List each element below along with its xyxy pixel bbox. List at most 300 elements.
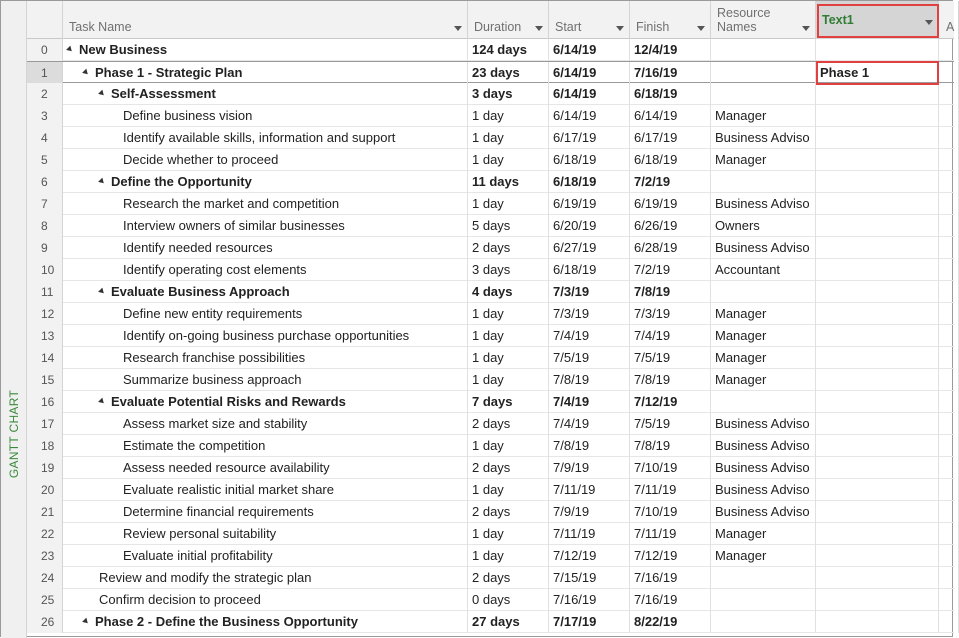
resource-cell[interactable] <box>711 589 816 611</box>
finish-cell-text: 7/2/19 <box>634 174 671 189</box>
task-name-text: Review and modify the strategic plan <box>99 570 312 585</box>
task-name-cell[interactable] <box>63 501 468 523</box>
resource-cell[interactable] <box>711 281 816 303</box>
collapse-triangle-icon[interactable] <box>66 46 74 54</box>
empty-cell[interactable] <box>939 237 959 259</box>
finish-cell[interactable] <box>630 127 711 149</box>
collapse-triangle-icon[interactable] <box>82 69 90 77</box>
column-header-label: Start <box>555 20 582 34</box>
row-id[interactable]: 15 <box>27 369 63 391</box>
start-cell[interactable] <box>549 369 630 391</box>
task-name-text: Define the Opportunity <box>111 174 252 189</box>
duration-cell[interactable] <box>468 193 549 215</box>
finish-cell[interactable] <box>630 281 711 303</box>
task-name-text: Evaluate Potential Risks and Rewards <box>111 394 346 409</box>
finish-cell[interactable] <box>630 391 711 413</box>
finish-cell[interactable] <box>630 457 711 479</box>
duration-cell[interactable] <box>468 413 549 435</box>
empty-cell[interactable] <box>939 171 959 193</box>
start-cell[interactable] <box>549 127 630 149</box>
table-row[interactable] <box>27 435 954 457</box>
text1-cell[interactable] <box>816 325 939 347</box>
resource-cell[interactable] <box>711 193 816 215</box>
duration-cell-text: 1 day <box>472 482 504 497</box>
finish-cell-text: 6/18/19 <box>634 152 678 167</box>
empty-cell[interactable] <box>939 303 959 325</box>
finish-cell-text: 7/8/19 <box>634 372 671 387</box>
start-cell[interactable] <box>549 171 630 193</box>
text1-cell[interactable] <box>816 149 939 171</box>
table-row[interactable] <box>27 215 954 237</box>
column-header-next[interactable] <box>939 1 959 39</box>
duration-cell[interactable] <box>468 501 549 523</box>
table-row[interactable] <box>27 523 954 545</box>
empty-cell[interactable] <box>939 457 959 479</box>
start-cell[interactable] <box>549 545 630 567</box>
empty-cell[interactable] <box>939 105 959 127</box>
task-name-cell[interactable] <box>63 171 468 193</box>
view-bar[interactable] <box>1 1 27 638</box>
empty-cell[interactable] <box>939 391 959 413</box>
duration-cell-text: 1 day <box>472 196 504 211</box>
empty-cell[interactable] <box>939 193 959 215</box>
resource-cell[interactable] <box>711 413 816 435</box>
finish-cell[interactable] <box>630 413 711 435</box>
text1-cell[interactable] <box>816 127 939 149</box>
empty-cell[interactable] <box>939 325 959 347</box>
row-id[interactable]: 4 <box>27 127 63 149</box>
resource-cell[interactable] <box>711 215 816 237</box>
resource-cell[interactable] <box>711 127 816 149</box>
empty-cell[interactable] <box>939 149 959 171</box>
duration-cell[interactable] <box>468 83 549 105</box>
finish-cell[interactable] <box>630 369 711 391</box>
finish-cell-text: 7/10/19 <box>634 504 678 519</box>
finish-cell[interactable] <box>630 567 711 589</box>
text1-cell[interactable] <box>816 435 939 457</box>
duration-cell[interactable] <box>468 39 549 61</box>
resource-cell[interactable] <box>711 567 816 589</box>
column-header-label: Finish <box>636 20 670 34</box>
task-name-cell[interactable] <box>63 281 468 303</box>
duration-cell[interactable] <box>468 435 549 457</box>
task-name-cell[interactable] <box>63 369 468 391</box>
row-id[interactable]: 16 <box>27 391 63 413</box>
row-id[interactable]: 0 <box>27 39 63 61</box>
resource-cell[interactable] <box>711 303 816 325</box>
duration-cell[interactable] <box>468 545 549 567</box>
start-cell-text: 6/18/19 <box>553 262 597 277</box>
resource-cell[interactable] <box>711 435 816 457</box>
table-row[interactable] <box>27 61 954 83</box>
resource-cell[interactable] <box>711 259 816 281</box>
empty-cell[interactable] <box>939 567 959 589</box>
duration-cell[interactable] <box>468 237 549 259</box>
row-id[interactable]: 26 <box>27 611 63 633</box>
resource-cell[interactable] <box>711 479 816 501</box>
duration-cell[interactable] <box>468 523 549 545</box>
table-row[interactable] <box>27 83 954 105</box>
empty-cell[interactable] <box>939 259 959 281</box>
duration-cell-text: 1 day <box>472 328 504 343</box>
empty-cell[interactable] <box>939 62 959 84</box>
text1-cell[interactable] <box>816 567 939 589</box>
empty-cell[interactable] <box>939 545 959 567</box>
resource-cell[interactable] <box>711 501 816 523</box>
finish-cell[interactable] <box>630 215 711 237</box>
resource-cell-text: Manager <box>715 350 767 365</box>
duration-cell[interactable] <box>468 611 549 633</box>
task-name-cell[interactable] <box>63 413 468 435</box>
table-row[interactable] <box>27 303 954 325</box>
empty-cell[interactable] <box>939 501 959 523</box>
start-cell[interactable] <box>549 501 630 523</box>
task-name-cell[interactable] <box>63 479 468 501</box>
start-cell[interactable] <box>549 215 630 237</box>
collapse-triangle-icon[interactable] <box>82 618 90 626</box>
duration-cell[interactable] <box>468 259 549 281</box>
row-id[interactable]: 2 <box>27 83 63 105</box>
finish-cell[interactable] <box>630 303 711 325</box>
text1-cell[interactable] <box>816 501 939 523</box>
task-name-cell[interactable] <box>63 347 468 369</box>
text1-cell[interactable] <box>816 259 939 281</box>
table-row[interactable] <box>27 391 954 413</box>
task-name-cell[interactable] <box>63 105 468 127</box>
finish-cell[interactable] <box>630 237 711 259</box>
table-row[interactable] <box>27 347 954 369</box>
finish-cell[interactable] <box>630 325 711 347</box>
text1-cell[interactable] <box>816 171 939 193</box>
finish-cell[interactable] <box>630 479 711 501</box>
duration-cell-text: 1 day <box>472 152 504 167</box>
table-row[interactable] <box>27 171 954 193</box>
task-name-cell[interactable] <box>63 127 468 149</box>
finish-cell-text: 6/14/19 <box>634 108 678 123</box>
row-id[interactable]: 7 <box>27 193 63 215</box>
resource-cell[interactable] <box>711 62 816 84</box>
column-header-label: Task Name <box>69 20 132 34</box>
task-name-cell[interactable] <box>63 457 468 479</box>
row-id[interactable]: 17 <box>27 413 63 435</box>
finish-cell[interactable] <box>630 611 711 633</box>
resource-cell-text: Manager <box>715 328 767 343</box>
column-header-finish[interactable] <box>630 1 711 39</box>
start-cell[interactable] <box>549 457 630 479</box>
column-header-start[interactable] <box>549 1 630 39</box>
task-name-cell[interactable] <box>63 567 468 589</box>
task-name-cell[interactable] <box>63 62 468 84</box>
start-cell-text: 7/4/19 <box>553 416 590 431</box>
table-row[interactable] <box>27 589 954 611</box>
start-cell[interactable] <box>549 303 630 325</box>
task-name-text: Determine financial requirements <box>123 504 314 519</box>
finish-cell-text: 7/3/19 <box>634 306 671 321</box>
resource-cell[interactable] <box>711 545 816 567</box>
duration-cell-text: 2 days <box>472 240 511 255</box>
duration-cell[interactable] <box>468 567 549 589</box>
finish-cell[interactable] <box>630 149 711 171</box>
table-row[interactable] <box>27 457 954 479</box>
empty-cell[interactable] <box>939 83 959 105</box>
text1-cell[interactable] <box>816 215 939 237</box>
text1-cell[interactable] <box>816 105 939 127</box>
resource-cell[interactable] <box>711 325 816 347</box>
text1-cell[interactable] <box>816 369 939 391</box>
collapse-triangle-icon[interactable] <box>98 288 106 296</box>
empty-cell[interactable] <box>939 611 959 633</box>
text1-cell[interactable] <box>816 193 939 215</box>
task-name-cell[interactable] <box>63 237 468 259</box>
duration-cell[interactable] <box>468 369 549 391</box>
resource-cell[interactable] <box>711 611 816 633</box>
duration-cell[interactable] <box>468 391 549 413</box>
filter-dropdown-icon[interactable] <box>802 26 810 31</box>
finish-cell[interactable] <box>630 83 711 105</box>
finish-cell[interactable] <box>630 39 711 61</box>
table-row[interactable] <box>27 545 954 567</box>
task-name-cell[interactable] <box>63 39 468 61</box>
empty-cell[interactable] <box>939 347 959 369</box>
resource-cell[interactable] <box>711 105 816 127</box>
task-name-cell[interactable] <box>63 391 468 413</box>
text1-cell[interactable] <box>816 457 939 479</box>
collapse-triangle-icon[interactable] <box>98 90 106 98</box>
duration-cell[interactable] <box>468 325 549 347</box>
resource-cell[interactable] <box>711 237 816 259</box>
filter-dropdown-icon[interactable] <box>454 26 462 31</box>
table-row[interactable] <box>27 369 954 391</box>
duration-cell[interactable] <box>468 479 549 501</box>
finish-cell-text: 6/19/19 <box>634 196 678 211</box>
task-name-text: Review personal suitability <box>123 526 277 541</box>
empty-cell[interactable] <box>939 413 959 435</box>
resource-cell[interactable] <box>711 523 816 545</box>
filter-dropdown-icon[interactable] <box>616 26 624 31</box>
task-name-cell[interactable] <box>63 193 468 215</box>
task-name-cell[interactable] <box>63 325 468 347</box>
start-cell[interactable] <box>549 391 630 413</box>
row-id[interactable]: 13 <box>27 325 63 347</box>
filter-dropdown-icon[interactable] <box>535 26 543 31</box>
empty-cell[interactable] <box>939 435 959 457</box>
empty-cell[interactable] <box>939 523 959 545</box>
start-cell-text: 6/27/19 <box>553 240 597 255</box>
collapse-triangle-icon[interactable] <box>98 178 106 186</box>
finish-cell[interactable] <box>630 589 711 611</box>
start-cell[interactable] <box>549 347 630 369</box>
duration-cell[interactable] <box>468 347 549 369</box>
row-id[interactable]: 1 <box>27 62 63 84</box>
row-id[interactable]: 10 <box>27 259 63 281</box>
row-id[interactable]: 6 <box>27 171 63 193</box>
table-row[interactable] <box>27 39 954 61</box>
resource-cell[interactable] <box>711 457 816 479</box>
start-cell[interactable] <box>549 39 630 61</box>
start-cell[interactable] <box>549 149 630 171</box>
row-id[interactable]: 12 <box>27 303 63 325</box>
duration-cell[interactable] <box>468 457 549 479</box>
resource-cell[interactable] <box>711 171 816 193</box>
start-cell[interactable] <box>549 611 630 633</box>
table-row[interactable] <box>27 259 954 281</box>
duration-cell[interactable] <box>468 215 549 237</box>
table-row[interactable] <box>27 479 954 501</box>
table-row[interactable] <box>27 193 954 215</box>
table-row[interactable] <box>27 237 954 259</box>
text1-cell[interactable] <box>816 39 939 61</box>
resource-cell[interactable] <box>711 347 816 369</box>
text1-cell[interactable] <box>816 545 939 567</box>
empty-cell[interactable] <box>939 589 959 611</box>
row-id[interactable]: 23 <box>27 545 63 567</box>
start-cell[interactable] <box>549 479 630 501</box>
resource-cell[interactable] <box>711 39 816 61</box>
start-cell[interactable] <box>549 105 630 127</box>
duration-cell[interactable] <box>468 171 549 193</box>
empty-cell[interactable] <box>939 215 959 237</box>
start-cell[interactable] <box>549 193 630 215</box>
duration-cell-text: 1 day <box>472 306 504 321</box>
start-cell-text: 6/18/19 <box>553 152 597 167</box>
finish-cell[interactable] <box>630 62 711 84</box>
empty-cell[interactable] <box>939 127 959 149</box>
resource-cell[interactable] <box>711 391 816 413</box>
duration-cell[interactable] <box>468 281 549 303</box>
text1-cell[interactable] <box>816 523 939 545</box>
table-row[interactable] <box>27 611 954 633</box>
task-name-text: Estimate the competition <box>123 438 266 453</box>
table-row[interactable] <box>27 127 954 149</box>
task-name-cell[interactable] <box>63 545 468 567</box>
text1-cell[interactable] <box>816 303 939 325</box>
empty-cell[interactable] <box>939 369 959 391</box>
task-name-text: Identify on-going business purchase opportunities <box>123 328 410 343</box>
text1-cell[interactable] <box>816 611 939 633</box>
task-name-cell[interactable] <box>63 589 468 611</box>
resource-cell[interactable] <box>711 83 816 105</box>
row-id[interactable]: 25 <box>27 589 63 611</box>
task-name-cell[interactable] <box>63 435 468 457</box>
start-cell[interactable] <box>549 237 630 259</box>
table-row[interactable] <box>27 281 954 303</box>
text1-cell[interactable] <box>816 237 939 259</box>
row-id[interactable]: 5 <box>27 149 63 171</box>
finish-cell[interactable] <box>630 105 711 127</box>
table-row[interactable] <box>27 413 954 435</box>
start-cell[interactable] <box>549 259 630 281</box>
filter-dropdown-icon[interactable] <box>697 26 705 31</box>
view-label: GANTT CHART <box>7 389 21 479</box>
empty-cell[interactable] <box>939 281 959 303</box>
resource-cell-text: Owners <box>715 218 760 233</box>
row-id[interactable]: 21 <box>27 501 63 523</box>
finish-cell[interactable] <box>630 545 711 567</box>
task-name-cell[interactable] <box>63 83 468 105</box>
task-name-cell[interactable] <box>63 259 468 281</box>
duration-cell[interactable] <box>468 127 549 149</box>
column-header-task-name[interactable] <box>63 1 468 39</box>
empty-cell[interactable] <box>939 39 959 61</box>
table-row[interactable] <box>27 105 954 127</box>
row-id[interactable]: 9 <box>27 237 63 259</box>
finish-cell-text: 7/12/19 <box>634 394 678 409</box>
finish-cell-text: 7/16/19 <box>634 570 678 585</box>
row-id[interactable]: 22 <box>27 523 63 545</box>
text1-cell[interactable] <box>816 347 939 369</box>
duration-cell[interactable] <box>468 149 549 171</box>
finish-cell-text: 7/8/19 <box>634 284 671 299</box>
finish-cell[interactable] <box>630 347 711 369</box>
finish-cell[interactable] <box>630 501 711 523</box>
task-name-cell[interactable] <box>63 523 468 545</box>
table-row[interactable] <box>27 567 954 589</box>
task-name-cell[interactable] <box>63 215 468 237</box>
start-cell[interactable] <box>549 435 630 457</box>
row-id[interactable]: 18 <box>27 435 63 457</box>
resource-cell[interactable] <box>711 149 816 171</box>
start-cell-text: 7/9/19 <box>553 460 590 475</box>
start-cell[interactable] <box>549 567 630 589</box>
text1-cell[interactable] <box>816 413 939 435</box>
table-row[interactable] <box>27 501 954 523</box>
finish-cell[interactable] <box>630 523 711 545</box>
task-name-text: Define new entity requirements <box>123 306 303 321</box>
finish-cell-text: 7/16/19 <box>634 592 678 607</box>
task-name-cell[interactable] <box>63 611 468 633</box>
column-header-resource-names[interactable] <box>711 1 816 39</box>
row-id[interactable]: 20 <box>27 479 63 501</box>
row-id[interactable]: 24 <box>27 567 63 589</box>
start-cell[interactable] <box>549 83 630 105</box>
resource-cell[interactable] <box>711 369 816 391</box>
text1-cell[interactable] <box>816 589 939 611</box>
duration-cell[interactable] <box>468 303 549 325</box>
finish-cell[interactable] <box>630 259 711 281</box>
task-name-cell[interactable] <box>63 303 468 325</box>
finish-cell[interactable] <box>630 171 711 193</box>
duration-cell[interactable] <box>468 62 549 84</box>
row-id[interactable]: 19 <box>27 457 63 479</box>
empty-cell[interactable] <box>939 479 959 501</box>
text1-cell[interactable] <box>816 479 939 501</box>
row-id[interactable]: 14 <box>27 347 63 369</box>
start-cell-text: 7/17/19 <box>553 614 597 629</box>
start-cell[interactable] <box>549 523 630 545</box>
table-row[interactable] <box>27 325 954 347</box>
duration-cell[interactable] <box>468 589 549 611</box>
finish-cell[interactable] <box>630 193 711 215</box>
row-id[interactable]: 8 <box>27 215 63 237</box>
start-cell[interactable] <box>549 62 630 84</box>
row-id[interactable]: 3 <box>27 105 63 127</box>
table-row[interactable] <box>27 149 954 171</box>
collapse-triangle-icon[interactable] <box>98 398 106 406</box>
start-cell[interactable] <box>549 281 630 303</box>
start-cell[interactable] <box>549 413 630 435</box>
row-id[interactable]: 11 <box>27 281 63 303</box>
column-header-duration[interactable] <box>468 1 549 39</box>
select-all-corner[interactable] <box>27 1 63 39</box>
start-cell[interactable] <box>549 589 630 611</box>
text1-cell[interactable] <box>816 281 939 303</box>
text1-cell[interactable] <box>816 391 939 413</box>
start-cell[interactable] <box>549 325 630 347</box>
duration-cell[interactable] <box>468 105 549 127</box>
finish-cell[interactable] <box>630 435 711 457</box>
text1-cell[interactable] <box>816 83 939 105</box>
task-name-cell[interactable] <box>63 149 468 171</box>
